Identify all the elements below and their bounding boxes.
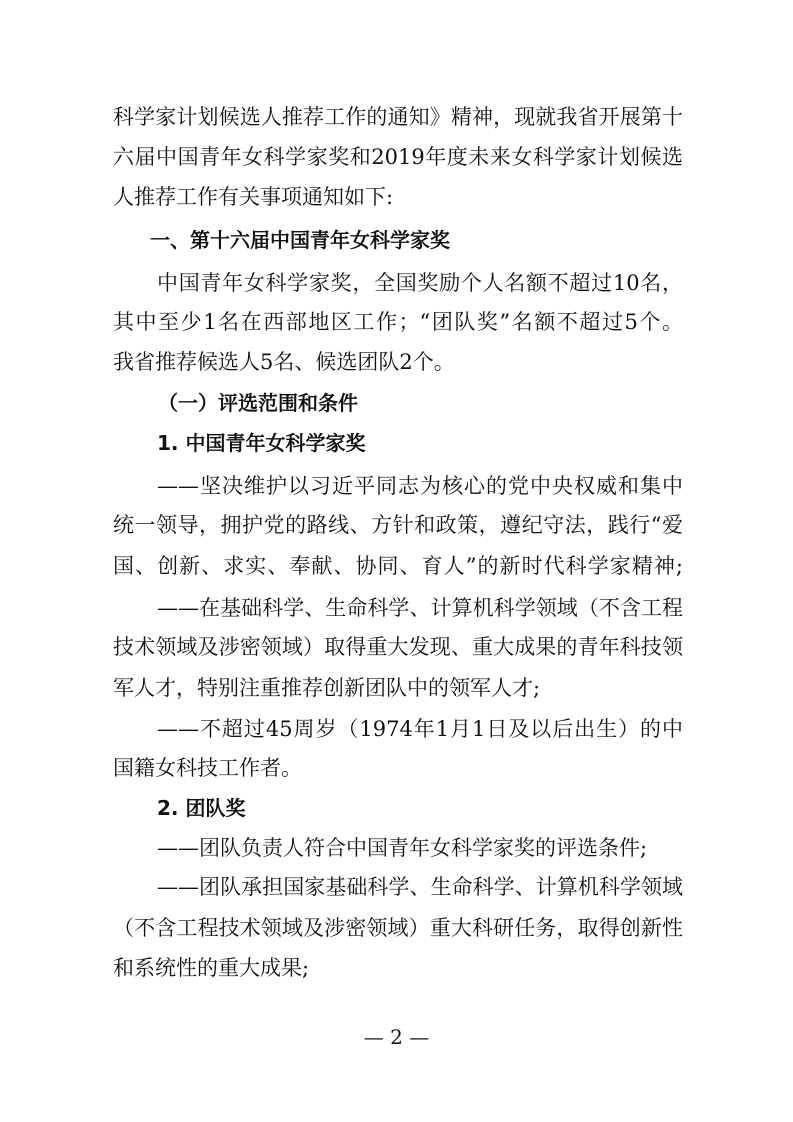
body-line: 技术领域及涉密领域）取得重大发现、重大成果的青年科技领 [113,635,683,659]
body-line: ——在基础科学、生命科学、计算机科学领域（不含工程 [157,596,683,620]
body-line: 人推荐工作有关事项通知如下: [113,185,394,209]
subsection-heading: （一）评选范围和条件 [158,391,358,415]
body-line: ——不超过45周岁（1974年1月1日及以后出生）的中 [157,717,683,741]
body-line: 我省推荐候选人5名、候选团队2个。 [113,350,455,374]
body-line: （不含工程技术领域及涉密领域）重大科研任务，取得创新性 [113,916,683,940]
page-number: — 2 — [363,1025,430,1049]
body-line: 科学家计划候选人推荐工作的通知》精神，现就我省开展第十 [113,105,683,129]
body-line: ——团队负责人符合中国青年女科学家奖的评选条件; [157,836,648,860]
body-line: ——坚决维护以习近平同志为核心的党中央权威和集中 [157,474,683,498]
body-line: 国籍女科技工作者。 [113,756,302,780]
body-line: 六届中国青年女科学家奖和2019年度未来女科学家计划候选 [113,145,683,169]
body-line: 国、创新、求实、奉献、协同、育人”的新时代科学家精神; [113,554,683,578]
body-line: 其中至少1名在西部地区工作；“团队奖”名额不超过5个。 [113,310,683,334]
body-line: 中国青年女科学家奖，全国奖励个人名额不超过10名， [157,271,683,295]
body-line: 军人才，特别注重推荐创新团队中的领军人才; [113,676,541,700]
body-line: 和系统性的重大成果; [113,956,310,980]
section-heading: 一、第十六届中国青年女科学家奖 [150,228,450,252]
body-line: ——团队承担国家基础科学、生命科学、计算机科学领域 [157,875,683,899]
item-heading: 1. 中国青年女科学家奖 [157,431,366,455]
body-line: 统一领导，拥护党的路线、方针和政策，遵纪守法，践行“爱 [113,513,683,537]
item-heading: 2. 团队奖 [157,796,246,820]
